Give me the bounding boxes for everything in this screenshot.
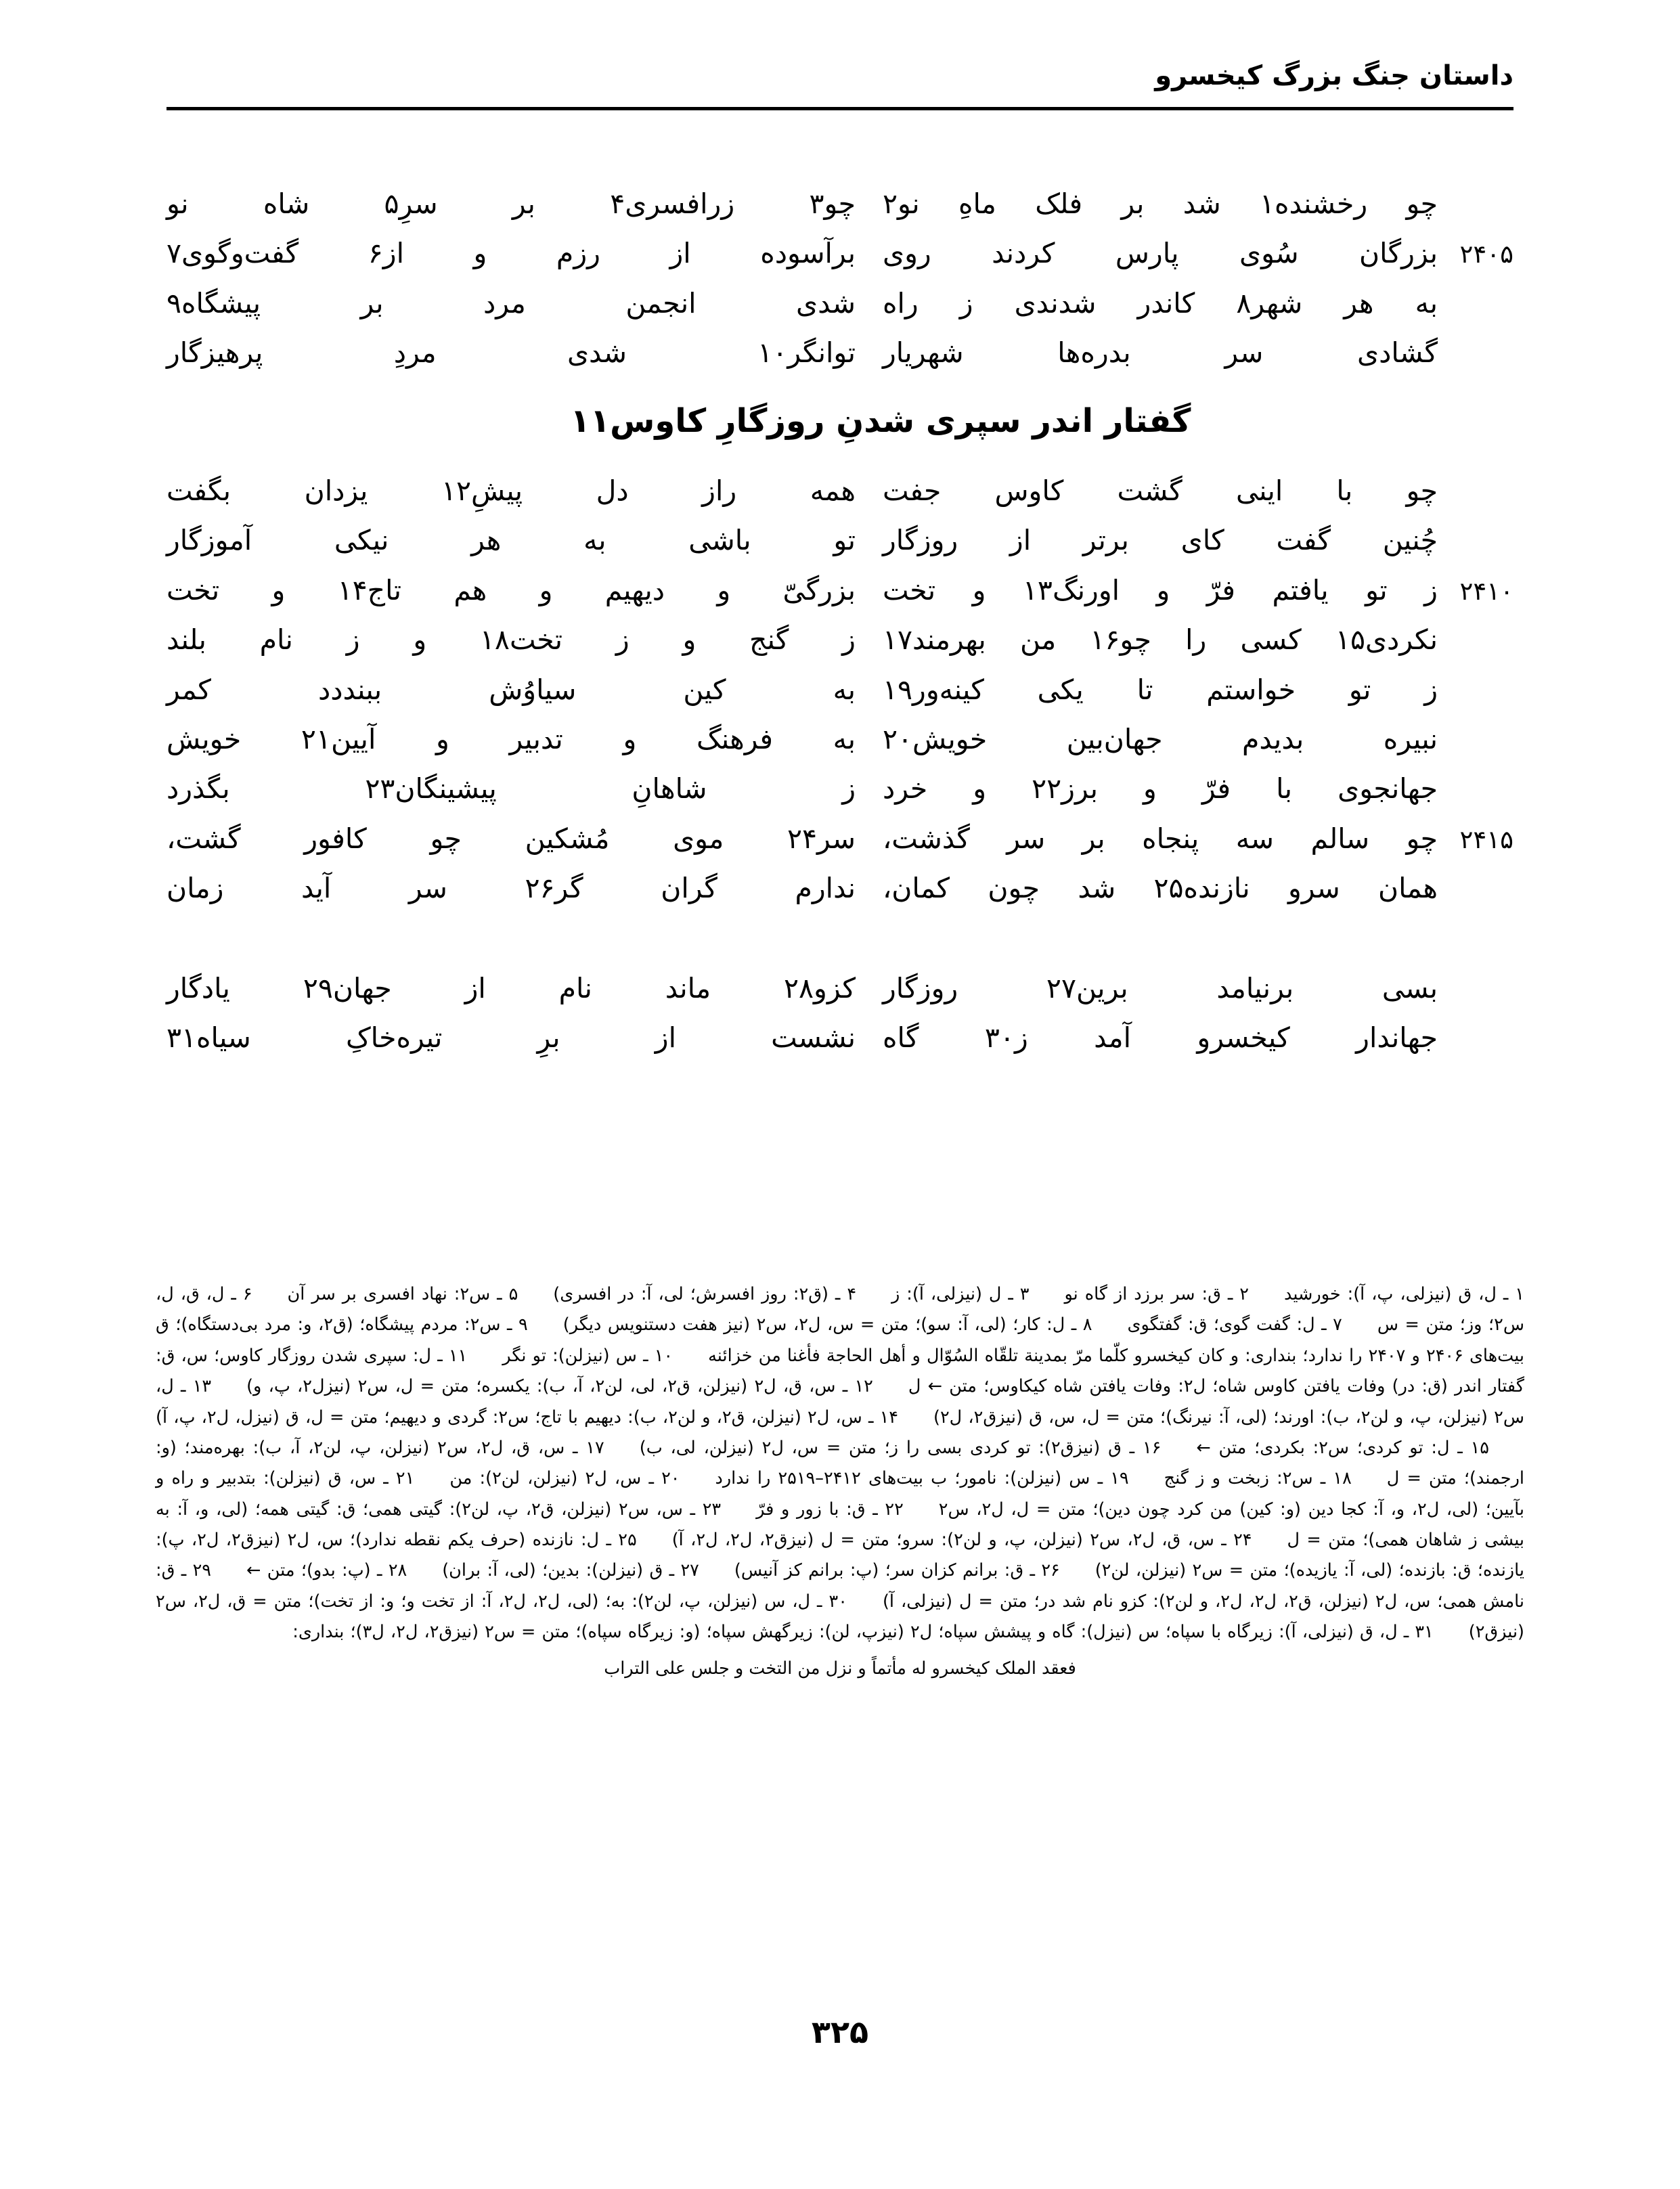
hemistich-b: چو۳ زرافسری۴ بر سرِ۵ شاه نو bbox=[167, 187, 856, 220]
couplet bbox=[167, 471, 1513, 511]
footnote-separator bbox=[721, 1495, 756, 1525]
hemistich-a: نبیره بدیدم جهان‌بین خویش۲۰ bbox=[883, 722, 1438, 755]
footnote-separator bbox=[211, 1371, 246, 1402]
footnote-entry: ۱۹ ـ س (نیزلن): نامور؛ ب بیت‌های ۲۴۱۲–۲۵۱۹ را ندارد bbox=[715, 1468, 1129, 1489]
footnote-entry: ۹ ـ س۲: مردم پیشگاه؛ (ق۲، و: مرد بی‌دستگاه)؛ ق بیت‌های ۲۴۰۶ و ۲۴۰۷ را ندارد؛ بنداری: و کان کیخسرو کلّما مرّ بمدینة تلقّاه السُوّال و أهل الحاجة فأغنا من خزائنه bbox=[156, 1314, 1524, 1366]
footnote-entry: ۲۱ ـ س، ق (نیزلن): بتدبیر و راه و بآیین؛ (لی، ل۲، و، آ: کجا دین (و: کین) من کرد چون دین)؛ متن = ل، ل۲، س۲ bbox=[156, 1468, 1524, 1520]
running-head: داستان جنگ بزرگ کیخسرو bbox=[1155, 60, 1513, 91]
footnote-separator bbox=[673, 1341, 708, 1371]
footnote-entry: ۶ ـ ل، ق، ل، س۲؛ وز؛ متن = س bbox=[156, 1284, 1524, 1335]
footnote-separator bbox=[252, 1279, 288, 1310]
footnote-entry: ۲۲ ـ ق: با زور و فرّ bbox=[756, 1499, 904, 1520]
hemistich-a: به هر شهر۸ کاندر شدندی ز راه bbox=[883, 286, 1438, 319]
couplet bbox=[167, 868, 1513, 908]
couplet bbox=[167, 670, 1513, 710]
footnote-entry: ۴ ـ (ق۲: روز افسرش؛ لی، آ: در افسری) bbox=[553, 1284, 857, 1304]
hemistich-b: نشست از برِ تیره‌خاکِ سیاه۳۱ bbox=[167, 1021, 856, 1055]
page-number: ۳۲۵ bbox=[811, 2014, 869, 2050]
footnote-separator bbox=[898, 1402, 933, 1433]
verse-number bbox=[1438, 795, 1513, 798]
verse-number bbox=[1438, 696, 1513, 699]
hemistich-a: چُنین گفت کای برتر از روزگار bbox=[883, 524, 1438, 557]
footnote-entry: ۸ ـ ل: کار؛ (لی، آ: سو)؛ متن = س، ل۲، س۲ (نیز هفت دستنویس دیگر) bbox=[562, 1314, 1092, 1335]
footnote-entry: ۱ ـ ل، ق (نیزلی، پ، آ): خورشید bbox=[1283, 1284, 1524, 1304]
hemistich-a: چو سالم سه پنجاه بر سر گذشت، bbox=[883, 822, 1438, 855]
hemistich-a: جهانجوی با فرّ و برز۲۲ و خرد bbox=[883, 772, 1438, 805]
footnote-entry: ۱۰ ـ س (نیزلن): تو نگر bbox=[502, 1345, 673, 1366]
hemistich-a: نکردی۱۵ کسی را چو۱۶ من بهرمند۱۷ bbox=[883, 623, 1438, 657]
couplet bbox=[167, 284, 1513, 324]
page-header bbox=[167, 60, 1513, 110]
verse-number bbox=[1438, 895, 1513, 898]
verse-body bbox=[167, 184, 1513, 1068]
hemistich-b: به فرهنگ و تدبیر و آیین۲۱ خویش bbox=[167, 722, 856, 755]
verse-number bbox=[1438, 646, 1513, 649]
footnote-separator bbox=[518, 1279, 553, 1310]
footnote-entry: ۲۰ ـ س، ل۲ (نیزلن، لن۲): من bbox=[449, 1468, 680, 1489]
footnote-entry: ۷ ـ ل: گفت گوی؛ ق: گفتگوی bbox=[1127, 1314, 1342, 1335]
hemistich-a: بسی برنیامد برین۲۷ روزگار bbox=[883, 971, 1438, 1004]
couplet bbox=[167, 571, 1513, 611]
footnote-separator bbox=[699, 1555, 734, 1586]
verse-number bbox=[1438, 1044, 1513, 1047]
footnote-entry: ۳۰ ـ ل، س (نیزلن، پ، لن۲): به؛ (لی، ل۲، ل۲، آ: از تخت و؛ و: از تخت)؛ متن = ق، ل۲، س۲ (نیزق۲) bbox=[156, 1591, 1524, 1643]
hemistich-b: تو باشی به هر نیکی آموزگار bbox=[167, 524, 856, 557]
footnote-separator bbox=[1092, 1310, 1128, 1340]
footnote-entry: ۲۷ ـ ق (نیزلن): بدین؛ (لی، آ: بران) bbox=[442, 1560, 699, 1581]
verse-number bbox=[1438, 310, 1513, 313]
couplet bbox=[167, 819, 1513, 859]
footnote-apparatus bbox=[156, 1279, 1524, 1684]
hemistich-a: بزرگان سُوی پارس کردند روی bbox=[883, 237, 1438, 270]
verse-number bbox=[1438, 359, 1513, 362]
footnote-entry: ۲۵ ـ ل: نازنده (حرف یکم نقطه ندارد)؛ س، ل۲ (نیزق۲، ل۲، پ): یازنده؛ ق: بازنده؛ (لی، آ: یازیده)؛ متن = س۲ (نیزلن، لن۲) bbox=[156, 1530, 1524, 1581]
footnote-entry: ۳ ـ ل (نیزلی، آ): ز bbox=[891, 1284, 1030, 1304]
footnote-entry: ۵ ـ س۲: نهاد افسری بر سر آن bbox=[287, 1284, 518, 1304]
footnote-separator bbox=[904, 1495, 939, 1525]
stanza-gap bbox=[167, 919, 1513, 969]
section-heading: گفتار اندر سپری شدنِ روزگارِ کاوس۱۱ bbox=[570, 401, 1191, 440]
couplet bbox=[167, 969, 1513, 1009]
footnote-separator bbox=[414, 1463, 449, 1494]
hemistich-b: همه راز دل پیشِ۱۲ یزدان بگفت bbox=[167, 474, 856, 507]
verse-number: ۲۴۱۰ bbox=[1459, 576, 1513, 606]
footnote-entry: ۳۱ ـ ل، ق (نیزلی، آ): زیرگاه با سپاه؛ س (نیزل): گاه و پیشش سپاه؛ ل۲ (نیزپ، لن): زیرگهش سپاه؛ (و: زیرگاه سپاه)؛ متن = س۲ (نیزق۲، ل۲، ل۳)؛ بنداری: bbox=[292, 1622, 1434, 1643]
verse-number bbox=[1438, 211, 1513, 213]
hemistich-b: سر۲۴ موی مُشکین چو کافور گشت، bbox=[167, 822, 856, 855]
footnote-separator bbox=[1252, 1525, 1287, 1555]
footnote-entry: ۱۱ ـ ل: سپری شدن روزگار کاوس؛ س، ق: گفتار اندر (ق: در) وفات یافتن کاوس شاه؛ ل۲: وفات یافتن شاه کیکاوس؛ متن ← ل bbox=[156, 1345, 1524, 1397]
hemistich-b: توانگر۱۰ شدی مردِ پرهیزگار bbox=[167, 336, 856, 370]
hemistich-a: ز تو یافتم فرّ و اورنگ۱۳ و تخت bbox=[883, 573, 1438, 606]
footnote-entry: ۱۳ ـ ل، س۲ (نیزلن، پ، و لن۲، ب): اورند؛ (لی، آ: نیرنگ)؛ متن = ل، س، ق (نیزق۲، ل۲) bbox=[156, 1376, 1524, 1428]
footnote-separator bbox=[407, 1555, 442, 1586]
header-rule bbox=[167, 107, 1513, 110]
footnote-separator bbox=[1249, 1279, 1284, 1310]
verse-number bbox=[1438, 995, 1513, 998]
hemistich-b: به کین سیاوُش ببنددد کمر bbox=[167, 673, 856, 706]
hemistich-b: بزرگیّ و دیهیم و هم تاج۱۴ و تخت bbox=[167, 573, 856, 606]
verse-number bbox=[1438, 746, 1513, 749]
footnote-entry: ۲ ـ ق: سر برزد از گاه نو bbox=[1064, 1284, 1249, 1304]
footnote-entry: ۱۲ ـ س، ق، ل۲ (نیزلن، ق۲، لی، لن۲، آ، ب): یکسره؛ متن = ل، س۲ (نیزل۲، پ، و) bbox=[246, 1376, 873, 1397]
hemistich-a: جهاندار کیخسرو آمد ز۳۰ گاه bbox=[883, 1021, 1438, 1055]
footnote-separator bbox=[847, 1587, 883, 1617]
footnote-separator bbox=[604, 1433, 640, 1463]
couplet bbox=[167, 521, 1513, 560]
couplet bbox=[167, 769, 1513, 809]
verse-number bbox=[1438, 498, 1513, 500]
verse-block-three bbox=[167, 969, 1513, 1059]
footnote-separator bbox=[680, 1463, 715, 1494]
footnote-entry: ۲۹ ـ ق: نامش همی؛ س، ل۲ (نیزلن، ق۲، ل۲، ل۲، و لن۲): کزو نام شد در؛ متن = ل (نیزلی، آ) bbox=[156, 1560, 1524, 1612]
verse-number: ۲۴۱۵ bbox=[1459, 824, 1513, 854]
footnote-entry: ۲۳ ـ س، س۲ (نیزلن، ق۲، پ، لن۲): گیتی همی؛ ق: گیتی همه؛ (لی، و، آ: به بیشی ز شاهان همی)؛ متن = ل bbox=[156, 1499, 1524, 1550]
hemistich-a: چو رخشنده۱ شد بر فلک ماهِ نو۲ bbox=[883, 187, 1438, 220]
footnote-entry: ۲۸ ـ (پ: بدو)؛ متن ← bbox=[246, 1560, 407, 1581]
footnote-entry: ۲۶ ـ ق: برانم کزان سر؛ (پ: برانم کز آنیس) bbox=[734, 1560, 1060, 1581]
hemistich-a: همان سرو نازنده۲۵ شد چون کمان، bbox=[883, 872, 1438, 905]
footnote-separator bbox=[873, 1371, 908, 1402]
hemistich-a: گشادی سر بدره‌ها شهریار bbox=[883, 336, 1438, 370]
hemistich-b: ز شاهانِ پیشینگان۲۳ بگذرد bbox=[167, 772, 856, 805]
hemistich-a: ز تو خواستم تا یکی کینه‌ور۱۹ bbox=[883, 673, 1438, 706]
footnote-entry: ۱۷ ـ س، ق، ل۲، س۲ (نیزلن، پ، لن۲، آ، ب): بهره‌مند؛ (و: ارجمند)؛ متن = ل bbox=[156, 1437, 1524, 1489]
footnote-separator bbox=[211, 1555, 246, 1586]
footnote-separator bbox=[467, 1341, 502, 1371]
footnote-separator bbox=[1489, 1433, 1524, 1463]
footnote-separator bbox=[1434, 1617, 1469, 1648]
couplet bbox=[167, 234, 1513, 273]
hemistich-b: ندارم گران گر۲۶ سر آید زمان bbox=[167, 872, 856, 905]
hemistich-b: ز گنج و ز تخت۱۸ و ز نام بلند bbox=[167, 623, 856, 657]
footnote-separator bbox=[1060, 1555, 1095, 1586]
footnote-separator bbox=[637, 1525, 672, 1555]
footnote-separator bbox=[1129, 1463, 1164, 1494]
footnote-final-arabic: فعقد الملک کیخسرو له مأتماً و نزل من التخت و جلس علی التراب bbox=[604, 1658, 1076, 1679]
footnote-separator bbox=[1352, 1463, 1387, 1494]
couplet bbox=[167, 1018, 1513, 1058]
hemistich-b: برآسوده از رزم و از۶ گفت‌وگوی۷ bbox=[167, 237, 856, 270]
footnote-entry: ۱۶ ـ ق (نیزق۲): تو کردی بسی را ز؛ متن = س، ل۲ (نیزلن، لی، ب) bbox=[639, 1437, 1162, 1458]
footnote-entry: ۲۴ ـ س، ق، ل۲، س۲ (نیزلن، پ، و لن۲): سرو؛ متن = ل (نیزق۲، ل۲، ل۲، آ) bbox=[671, 1530, 1252, 1550]
footnote-separator bbox=[856, 1279, 891, 1310]
footnote-list bbox=[156, 1279, 1524, 1648]
verse-number: ۲۴۰۵ bbox=[1459, 240, 1513, 269]
footnote-separator bbox=[1030, 1279, 1065, 1310]
couplet bbox=[167, 620, 1513, 660]
hemistich-a: چو با اینی گشت کاوس جفت bbox=[883, 474, 1438, 507]
couplet bbox=[167, 720, 1513, 759]
footnote-separator bbox=[528, 1310, 563, 1340]
hemistich-b: کزو۲۸ ماند نام از جهان۲۹ یادگار bbox=[167, 971, 856, 1004]
verse-number bbox=[1438, 547, 1513, 550]
footnote-separator bbox=[1161, 1433, 1196, 1463]
couplet bbox=[167, 184, 1513, 224]
verse-block-one bbox=[167, 184, 1513, 374]
verse-block-two bbox=[167, 471, 1513, 909]
couplet bbox=[167, 333, 1513, 373]
footnote-entry: ۱۵ ـ ل: تو کردی؛ س۲: بکردی؛ متن ← bbox=[1196, 1437, 1490, 1458]
footnote-entry: ۱۴ ـ س، ل۲ (نیزلن، ق۲، و لن۲، ب): دیهیم با تاج؛ س۲: گردی و دیهیم؛ متن = ل، ق (نیزل، ل۲، پ، آ) bbox=[156, 1407, 898, 1428]
hemistich-b: شدی انجمن مرد بر پیشگاه۹ bbox=[167, 286, 856, 319]
footnote-entry: ۱۸ ـ س۲: زبخت و ز گنج bbox=[1164, 1468, 1352, 1489]
footnote-separator bbox=[1342, 1310, 1377, 1340]
